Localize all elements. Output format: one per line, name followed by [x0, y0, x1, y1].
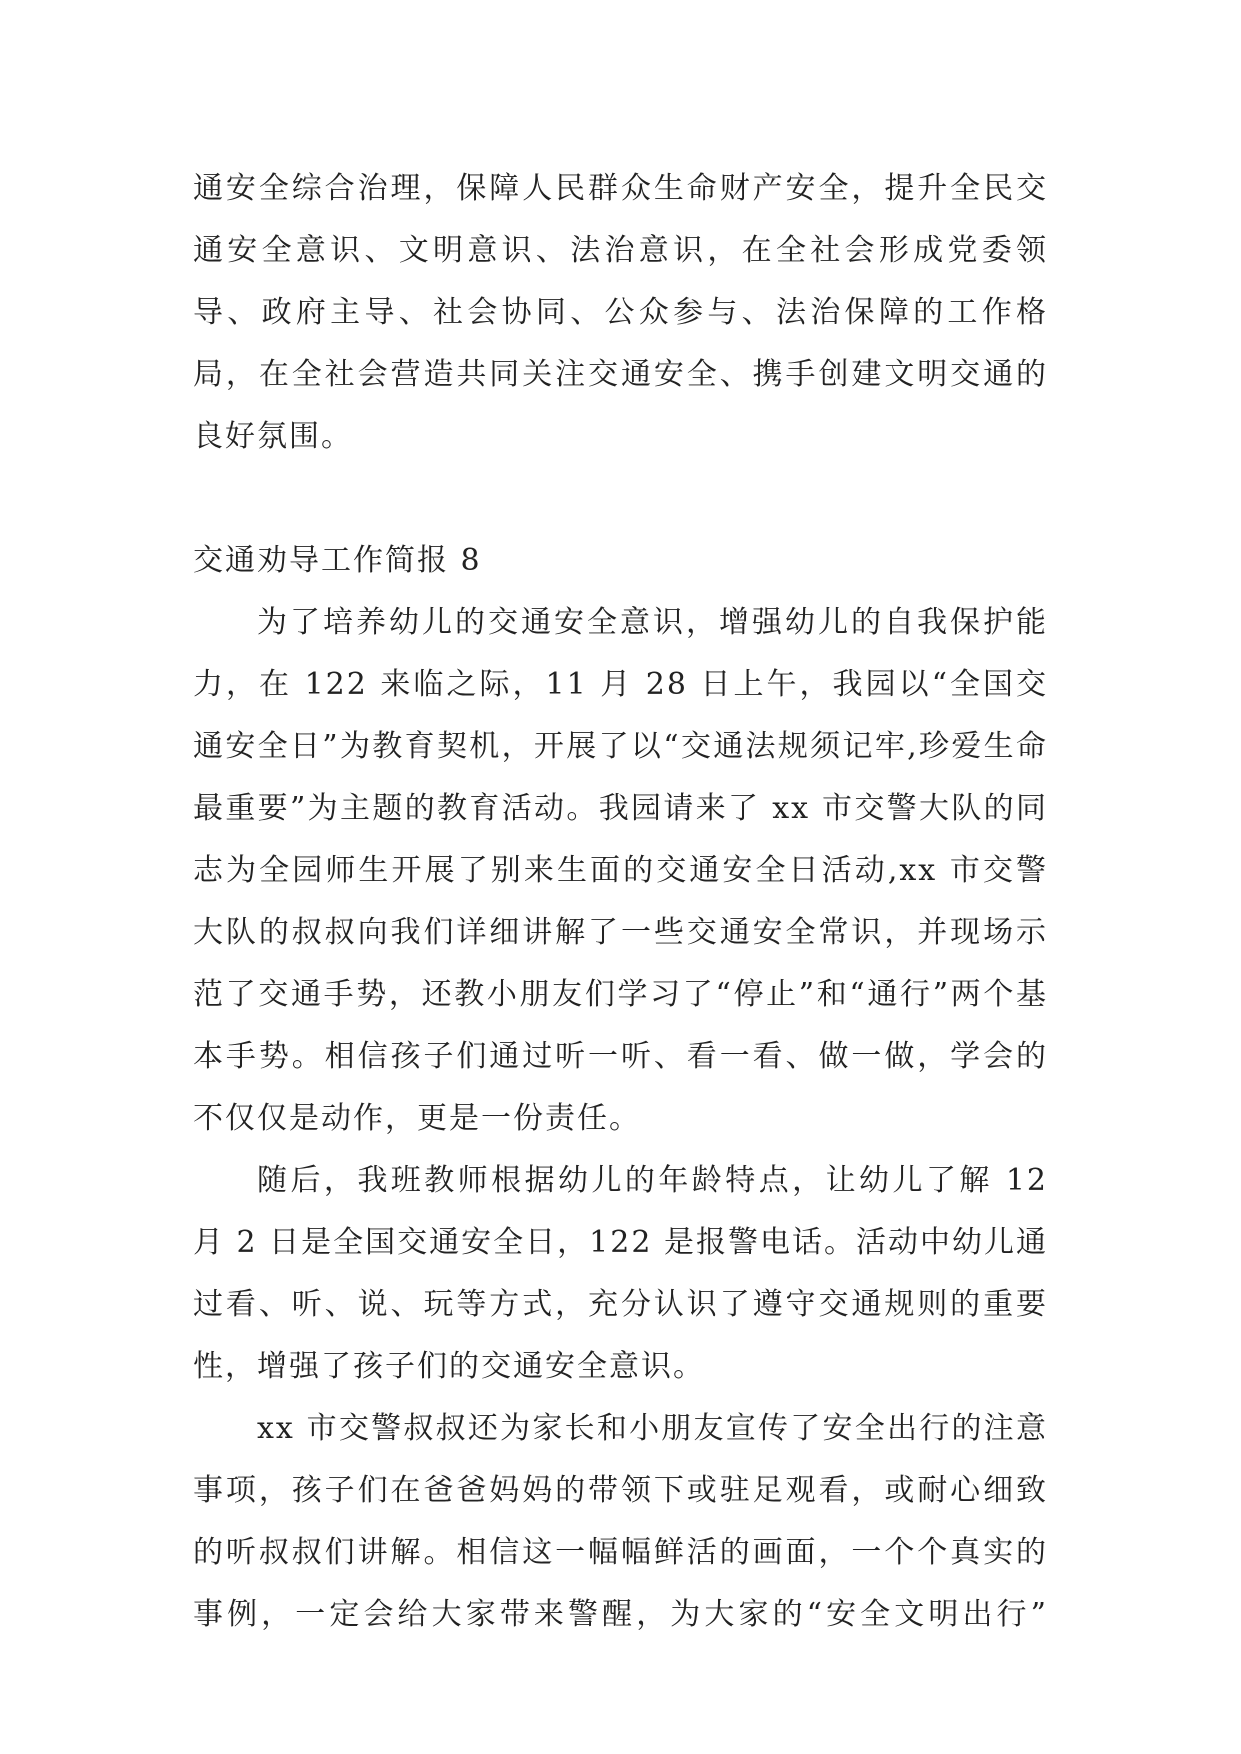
section-title: 交通劝导工作简报 8: [193, 543, 482, 578]
document-body: [193, 158, 1048, 1646]
lead-paragraph: 通安全综合治理，保障人民群众生命财产安全，提升全民交通安全意识、文明意识、法治意识，在全社会形成党委领导、政府主导、社会协同、公众参与、法治保障的工作格局，在全社会营造共同关注交通安全、携手创建文明交通的良好氛围。: [193, 171, 1048, 454]
body-paragraph-1: 为了培养幼儿的交通安全意识，增强幼儿的自我保护能力，在 122 来临之际，11 月 28 日上午，我园以“全国交通安全日”为教育契机，开展了以“交通法规须记牢,珍爱生命最重要”为主题的教育活动。我园请来了 xx 市交警大队的同志为全园师生开展了别来生面的交通安全日活动,xx 市交警大队的叔叔向我们详细讲解了一些交通安全常识，并现场示范了交通手势，还教小朋友们学习了“停止”和“通行”两个基本手势。相信孩子们通过听一听、看一看、做一做，学会的不仅仅是动作，更是一份责任。: [193, 605, 1048, 1136]
body-paragraph-2: 随后，我班教师根据幼儿的年龄特点，让幼儿了解 12 月 2 日是全国交通安全日，122 是报警电话。活动中幼儿通过看、听、说、玩等方式，充分认识了遵守交通规则的重要性，增强了孩子们的交通安全意识。: [193, 1163, 1048, 1384]
body-paragraph-3: xx 市交警叔叔还为家长和小朋友宣传了安全出行的注意事项，孩子们在爸爸妈妈的带领下或驻足观看，或耐心细致的听叔叔们讲解。相信这一幅幅鲜活的画面，一个个真实的事例，一定会给大家带来警醒，为大家的“安全文明出行”: [193, 1411, 1048, 1632]
